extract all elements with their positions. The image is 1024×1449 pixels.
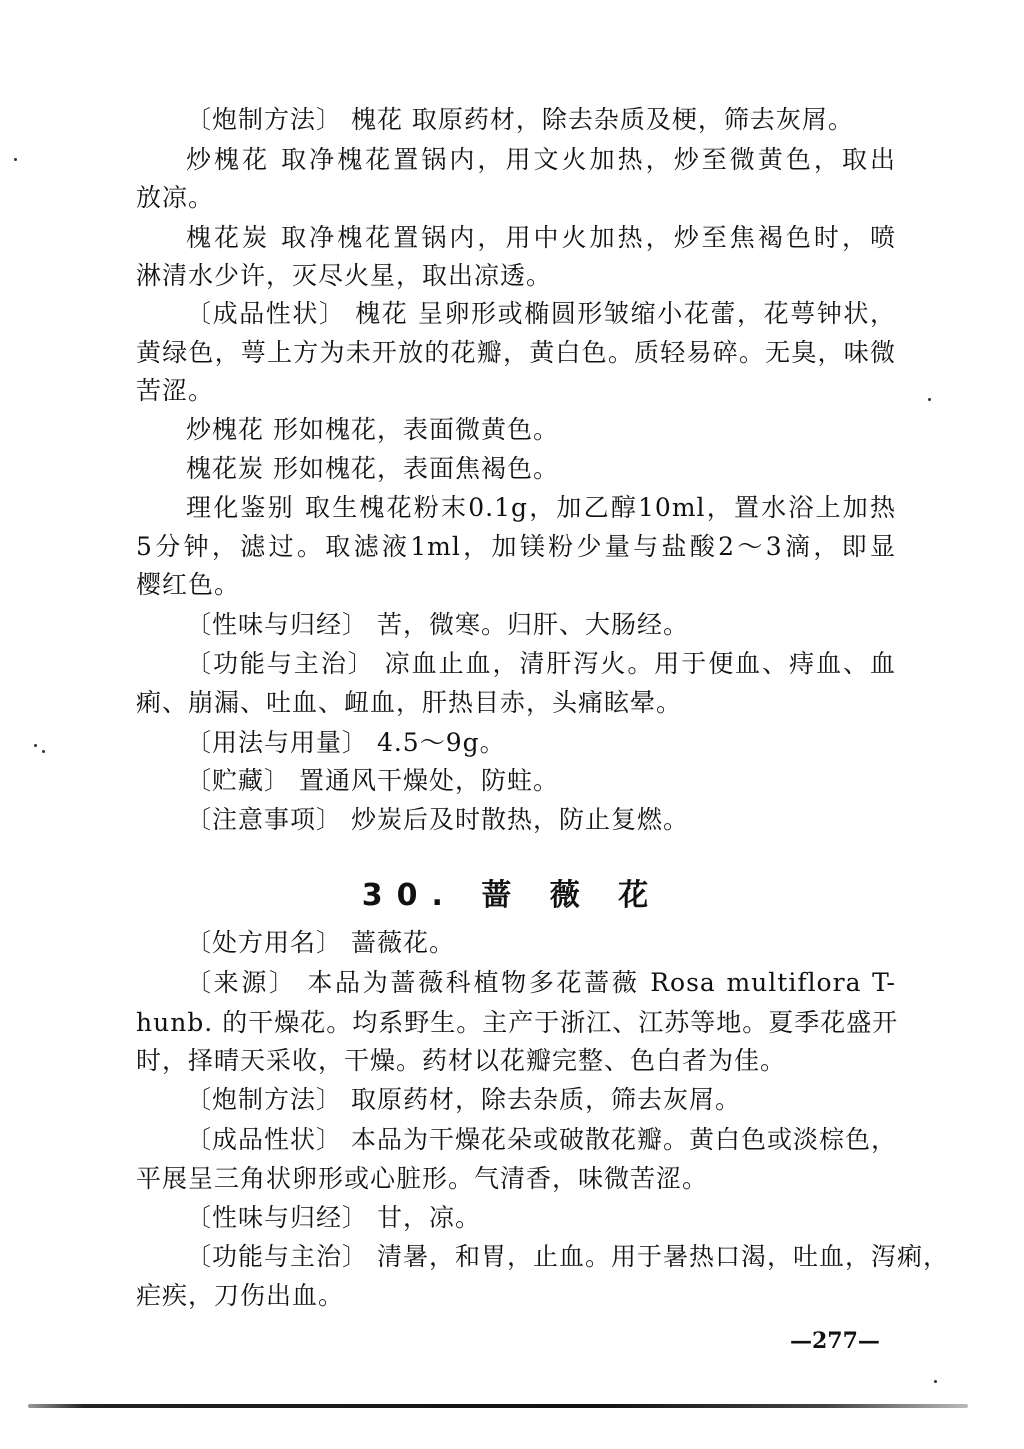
text-line-charred-sophora-traits: 槐花炭 形如槐花，表面焦褐色。 [186, 454, 559, 483]
text-line-product-traits-cont-2: 苦涩。 [136, 376, 215, 405]
text-line-precautions: 〔注意事项〕 炒炭后及时散热，防止复燃。 [186, 805, 689, 834]
text-line-nature-meridian-2: 〔性味与归经〕 甘，凉。 [186, 1203, 481, 1232]
text-line-functions-cont: 痢、崩漏、吐血、衄血，肝热目赤，头痛眩晕。 [136, 688, 683, 717]
text-line-source-cont-1: hunb. 的干燥花。均系野生。主产于浙江、江苏等地。夏季花盛开 [136, 1008, 899, 1037]
text-line-charred-sophora: 槐花炭 取净槐花置锅内，用中火加热，炒至焦褐色时，喷 [186, 223, 896, 252]
text-line-charred-sophora-cont: 淋清水少许，灭尽火星，取出凉透。 [136, 261, 553, 290]
text-line-nature-meridian: 〔性味与归经〕 苦，微寒。归肝、大肠经。 [186, 610, 689, 639]
scan-speck [928, 398, 931, 401]
text-line-product-traits-2-cont: 平展呈三角状卵形或心脏形。气清香，味微苦涩。 [136, 1164, 709, 1193]
text-line-storage: 〔贮藏〕 置通风干燥处，防蛀。 [186, 766, 559, 795]
scan-speck [934, 1380, 937, 1383]
text-line-product-traits-cont-1: 黄绿色，萼上方为未开放的花瓣，黄白色。质轻易碎。无臭，味微 [136, 338, 896, 367]
text-line-fried-sophora: 炒槐花 取净槐花置锅内，用文火加热，炒至微黄色，取出 [186, 145, 896, 174]
text-line-source: 〔来源〕 本品为蔷薇科植物多花蔷薇 Rosa multiflora T- [186, 968, 896, 997]
scan-speck [42, 750, 45, 753]
text-line-identification-cont-2: 樱红色。 [136, 570, 241, 599]
text-line-source-cont-2: 时，择晴天采收，干燥。药材以花瓣完整、色白者为佳。 [136, 1046, 787, 1075]
text-line-functions-2: 〔功能与主治〕 清暑，和胃，止血。用于暑热口渴，吐血，泻痢， [186, 1242, 949, 1271]
text-line-functions: 〔功能与主治〕 凉血止血，清肝泻火。用于便血、痔血、血 [186, 649, 896, 678]
text-line-product-traits-2: 〔成品性状〕 本品为干燥花朵或破散花瓣。黄白色或淡棕色， [186, 1125, 897, 1154]
section-title: 30. 蔷 薇 花 [361, 878, 663, 913]
text-line-identification-cont-1: 5分钟，滤过。取滤液1ml，加镁粉少量与盐酸2～3滴，即显 [136, 532, 896, 561]
page-number: —277— [790, 1328, 880, 1354]
text-line-dosage: 〔用法与用量〕 4.5～9g。 [186, 728, 506, 757]
text-line-processing-method: 〔炮制方法〕 槐花 取原药材，除去杂质及梗，筛去灰屑。 [186, 105, 854, 134]
text-line-processing-method-2: 〔炮制方法〕 取原药材，除去杂质，筛去灰屑。 [186, 1085, 741, 1114]
text-line-fried-sophora-cont: 放凉。 [136, 183, 215, 212]
text-line-identification: 理化鉴别 取生槐花粉末0.1g，加乙醇10ml，置水浴上加热 [186, 493, 896, 522]
text-line-prescription-name: 〔处方用名〕 蔷薇花。 [186, 928, 455, 957]
scan-speck [34, 744, 37, 747]
text-line-functions-2-cont: 疟疾，刀伤出血。 [136, 1281, 345, 1310]
scan-speck [14, 158, 17, 161]
text-line-product-traits: 〔成品性状〕 槐花 呈卵形或椭圆形皱缩小花蕾，花萼钟状， [186, 299, 896, 328]
text-line-fried-sophora-traits: 炒槐花 形如槐花，表面微黄色。 [186, 415, 559, 444]
bottom-scan-rule [28, 1404, 968, 1408]
